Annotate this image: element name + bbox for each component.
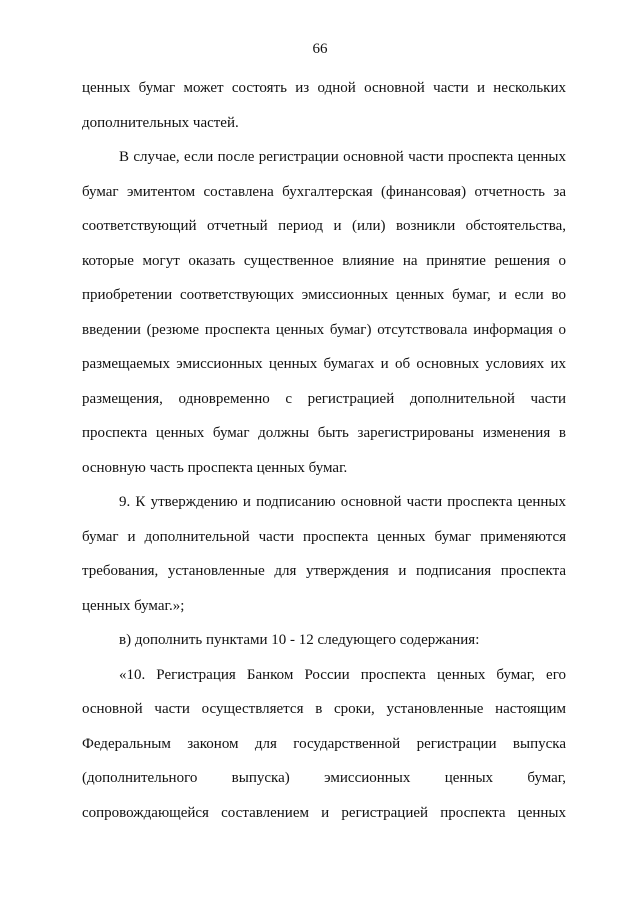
text-line: (дополнительного выпуска) эмиссионных ценных бумаг, (82, 770, 566, 786)
paragraph-5 (82, 658, 566, 831)
text-line: бумаг и дополнительной части проспекта ценных бумаг применяются (82, 528, 566, 545)
text-line: 9. К утверждению и подписанию основной части проспекта ценных (119, 494, 566, 510)
paragraph-4 (82, 623, 566, 658)
text-line: ценных бумаг.»; (82, 597, 185, 614)
text-line: Федеральным законом для государственной регистрации выпуска (82, 735, 566, 752)
text-line: в) дополнить пунктами 10 - 12 следующего содержания: (119, 632, 480, 648)
text-line: основную часть проспекта ценных бумаг. (82, 459, 348, 476)
text-line: дополнительных частей. (82, 114, 239, 131)
text-line: размещаемых эмиссионных ценных бумагах и об основных условиях их (82, 356, 566, 372)
text-line: «10. Регистрация Банком России проспекта ценных бумаг, его (119, 666, 566, 683)
text-line: соответствующий отчетный период и (или) возникли обстоятельства, (82, 218, 566, 234)
text-line: основной части осуществляется в сроки, установленные настоящим (82, 701, 566, 717)
paragraph-2 (82, 140, 566, 485)
text-line: приобретении соответствующих эмиссионных ценных бумаг, и если во (82, 287, 566, 303)
text-line: требования, установленные для утверждения и подписания проспекта (82, 563, 566, 579)
text-line: В случае, если после регистрации основной части проспекта ценных (119, 149, 566, 165)
text-line: сопровождающейся составлением и регистрацией проспекта ценных (82, 804, 566, 821)
text-line: бумаг эмитентом составлена бухгалтерская (финансовая) отчетность за (82, 183, 566, 200)
text-line: введении (резюме проспекта ценных бумаг) отсутствовала информация о (82, 321, 566, 338)
paragraph-3 (82, 485, 566, 623)
text-line: ценных бумаг может состоять из одной основной части и нескольких (82, 80, 566, 96)
page-number: 66 (312, 41, 328, 57)
paragraph-1 (82, 71, 566, 140)
text-line: проспекта ценных бумаг должны быть зарегистрированы изменения в (82, 425, 566, 441)
text-line: которые могут оказать существенное влияние на принятие решения о (82, 252, 566, 269)
text-line: размещения, одновременно с регистрацией дополнительной части (82, 390, 566, 407)
document-body (82, 71, 566, 830)
